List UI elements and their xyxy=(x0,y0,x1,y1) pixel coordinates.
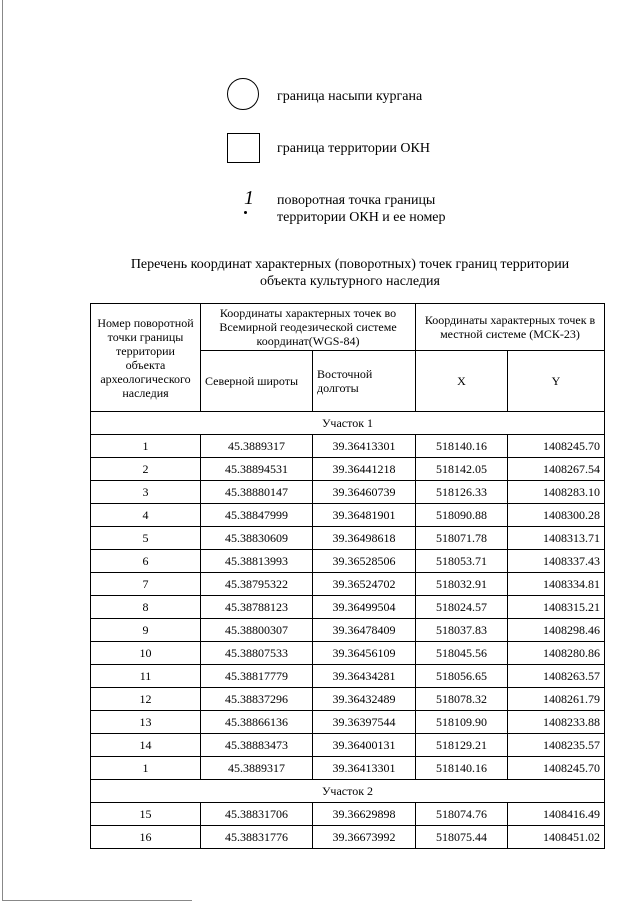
cell-x: 518090.88 xyxy=(416,504,508,527)
cell-y: 1408245.70 xyxy=(508,435,605,458)
cell-point-number: 13 xyxy=(91,711,201,734)
cell-x: 518045.56 xyxy=(416,642,508,665)
cell-x: 518032.91 xyxy=(416,573,508,596)
square-symbol-icon xyxy=(227,133,260,163)
header-east-longitude: Восточной долготы xyxy=(313,351,416,412)
section-title: Участок 1 xyxy=(91,412,605,435)
cell-latitude: 45.38880147 xyxy=(201,481,313,504)
legend-square-label: граница территории ОКН xyxy=(277,141,430,156)
table-row xyxy=(91,550,605,573)
cell-x: 518140.16 xyxy=(416,435,508,458)
table-row xyxy=(91,711,605,734)
cell-longitude: 39.36456109 xyxy=(313,642,416,665)
table-row xyxy=(91,757,605,780)
cell-point-number: 14 xyxy=(91,734,201,757)
cell-longitude: 39.36460739 xyxy=(313,481,416,504)
cell-x: 518074.76 xyxy=(416,803,508,826)
cell-longitude: 39.36481901 xyxy=(313,504,416,527)
cell-point-number: 15 xyxy=(91,803,201,826)
coordinates-table xyxy=(90,303,605,849)
cell-y: 1408283.10 xyxy=(508,481,605,504)
cell-latitude: 45.38807533 xyxy=(201,642,313,665)
table-row xyxy=(91,642,605,665)
cell-latitude: 45.3889317 xyxy=(201,435,313,458)
legend-circle-label: граница насыпи кургана xyxy=(277,89,423,104)
table-row xyxy=(91,504,605,527)
cell-point-number: 8 xyxy=(91,596,201,619)
cell-y: 1408451.02 xyxy=(508,826,605,849)
list-title-line1: Перечень координат характерных (поворотных) точек границ территории xyxy=(130,257,570,272)
table-row xyxy=(91,665,605,688)
legend-point-label-line2: территории ОКН и ее номер xyxy=(277,210,446,225)
cell-x: 518071.78 xyxy=(416,527,508,550)
cell-latitude: 45.38830609 xyxy=(201,527,313,550)
cell-longitude: 39.36673992 xyxy=(313,826,416,849)
legend-point-label-line1: поворотная точка границы xyxy=(277,193,436,208)
cell-x: 518056.65 xyxy=(416,665,508,688)
turning-point-dot-icon xyxy=(244,211,247,214)
table-row xyxy=(91,481,605,504)
cell-x: 518078.32 xyxy=(416,688,508,711)
cell-latitude: 45.3889317 xyxy=(201,757,313,780)
cell-y: 1408337.43 xyxy=(508,550,605,573)
cell-x: 518037.83 xyxy=(416,619,508,642)
cell-y: 1408334.81 xyxy=(508,573,605,596)
header-x: X xyxy=(416,351,508,412)
cell-latitude: 45.38847999 xyxy=(201,504,313,527)
circle-symbol-icon xyxy=(227,78,259,110)
list-title-line2: объекта культурного наследия xyxy=(260,274,440,289)
cell-y: 1408315.21 xyxy=(508,596,605,619)
cell-point-number: 6 xyxy=(91,550,201,573)
table-row xyxy=(91,826,605,849)
table-row xyxy=(91,458,605,481)
cell-point-number: 9 xyxy=(91,619,201,642)
cell-longitude: 39.36413301 xyxy=(313,435,416,458)
cell-point-number: 5 xyxy=(91,527,201,550)
table-row xyxy=(91,596,605,619)
cell-longitude: 39.36524702 xyxy=(313,573,416,596)
cell-longitude: 39.36498618 xyxy=(313,527,416,550)
cell-longitude: 39.36499504 xyxy=(313,596,416,619)
table-row xyxy=(91,688,605,711)
table-row xyxy=(91,573,605,596)
cell-x: 518053.71 xyxy=(416,550,508,573)
cell-y: 1408263.57 xyxy=(508,665,605,688)
cell-x: 518140.16 xyxy=(416,757,508,780)
cell-latitude: 45.38800307 xyxy=(201,619,313,642)
cell-latitude: 45.38795322 xyxy=(201,573,313,596)
header-wgs84: Координаты характерных точек во Всемирной геодезической системе координат(WGS-84) xyxy=(201,304,416,351)
cell-x: 518142.05 xyxy=(416,458,508,481)
cell-x: 518075.44 xyxy=(416,826,508,849)
cell-x: 518109.90 xyxy=(416,711,508,734)
cell-y: 1408313.71 xyxy=(508,527,605,550)
cell-point-number: 4 xyxy=(91,504,201,527)
cell-latitude: 45.38831776 xyxy=(201,826,313,849)
cell-point-number: 10 xyxy=(91,642,201,665)
cell-x: 518129.21 xyxy=(416,734,508,757)
cell-point-number: 2 xyxy=(91,458,201,481)
cell-longitude: 39.36400131 xyxy=(313,734,416,757)
table-row xyxy=(91,435,605,458)
cell-longitude: 39.36413301 xyxy=(313,757,416,780)
page-left-edge xyxy=(2,0,3,900)
cell-longitude: 39.36397544 xyxy=(313,711,416,734)
turning-point-sample-number: 1 xyxy=(244,187,254,209)
coordinates-table-body xyxy=(91,412,605,849)
cell-longitude: 39.36432489 xyxy=(313,688,416,711)
header-y: Y xyxy=(508,351,605,412)
table-row xyxy=(91,734,605,757)
cell-y: 1408280.86 xyxy=(508,642,605,665)
cell-latitude: 45.38883473 xyxy=(201,734,313,757)
cell-longitude: 39.36478409 xyxy=(313,619,416,642)
cell-point-number: 11 xyxy=(91,665,201,688)
table-row xyxy=(91,619,605,642)
table-row xyxy=(91,803,605,826)
cell-latitude: 45.38813993 xyxy=(201,550,313,573)
cell-latitude: 45.38788123 xyxy=(201,596,313,619)
cell-y: 1408235.57 xyxy=(508,734,605,757)
table-row xyxy=(91,527,605,550)
header-north-latitude: Северной широты xyxy=(201,351,313,412)
cell-latitude: 45.38831706 xyxy=(201,803,313,826)
cell-latitude: 45.38894531 xyxy=(201,458,313,481)
cell-y: 1408416.49 xyxy=(508,803,605,826)
cell-latitude: 45.38817779 xyxy=(201,665,313,688)
cell-longitude: 39.36629898 xyxy=(313,803,416,826)
cell-y: 1408298.46 xyxy=(508,619,605,642)
cell-y: 1408261.79 xyxy=(508,688,605,711)
cell-y: 1408233.88 xyxy=(508,711,605,734)
section-title: Участок 2 xyxy=(91,780,605,803)
cell-x: 518126.33 xyxy=(416,481,508,504)
cell-point-number: 12 xyxy=(91,688,201,711)
cell-y: 1408300.28 xyxy=(508,504,605,527)
cell-x: 518024.57 xyxy=(416,596,508,619)
cell-latitude: 45.38837296 xyxy=(201,688,313,711)
header-point-number: Номер поворотной точки границы территории объекта археологического наследия xyxy=(91,304,201,412)
cell-point-number: 7 xyxy=(91,573,201,596)
cell-point-number: 3 xyxy=(91,481,201,504)
cell-point-number: 1 xyxy=(91,435,201,458)
cell-point-number: 16 xyxy=(91,826,201,849)
header-msk23: Координаты характерных точек в местной системе (МСК-23) xyxy=(416,304,605,351)
page-bottom-rule xyxy=(2,900,192,901)
cell-y: 1408245.70 xyxy=(508,757,605,780)
cell-latitude: 45.38866136 xyxy=(201,711,313,734)
cell-longitude: 39.36434281 xyxy=(313,665,416,688)
cell-point-number: 1 xyxy=(91,757,201,780)
cell-y: 1408267.54 xyxy=(508,458,605,481)
cell-longitude: 39.36441218 xyxy=(313,458,416,481)
cell-longitude: 39.36528506 xyxy=(313,550,416,573)
